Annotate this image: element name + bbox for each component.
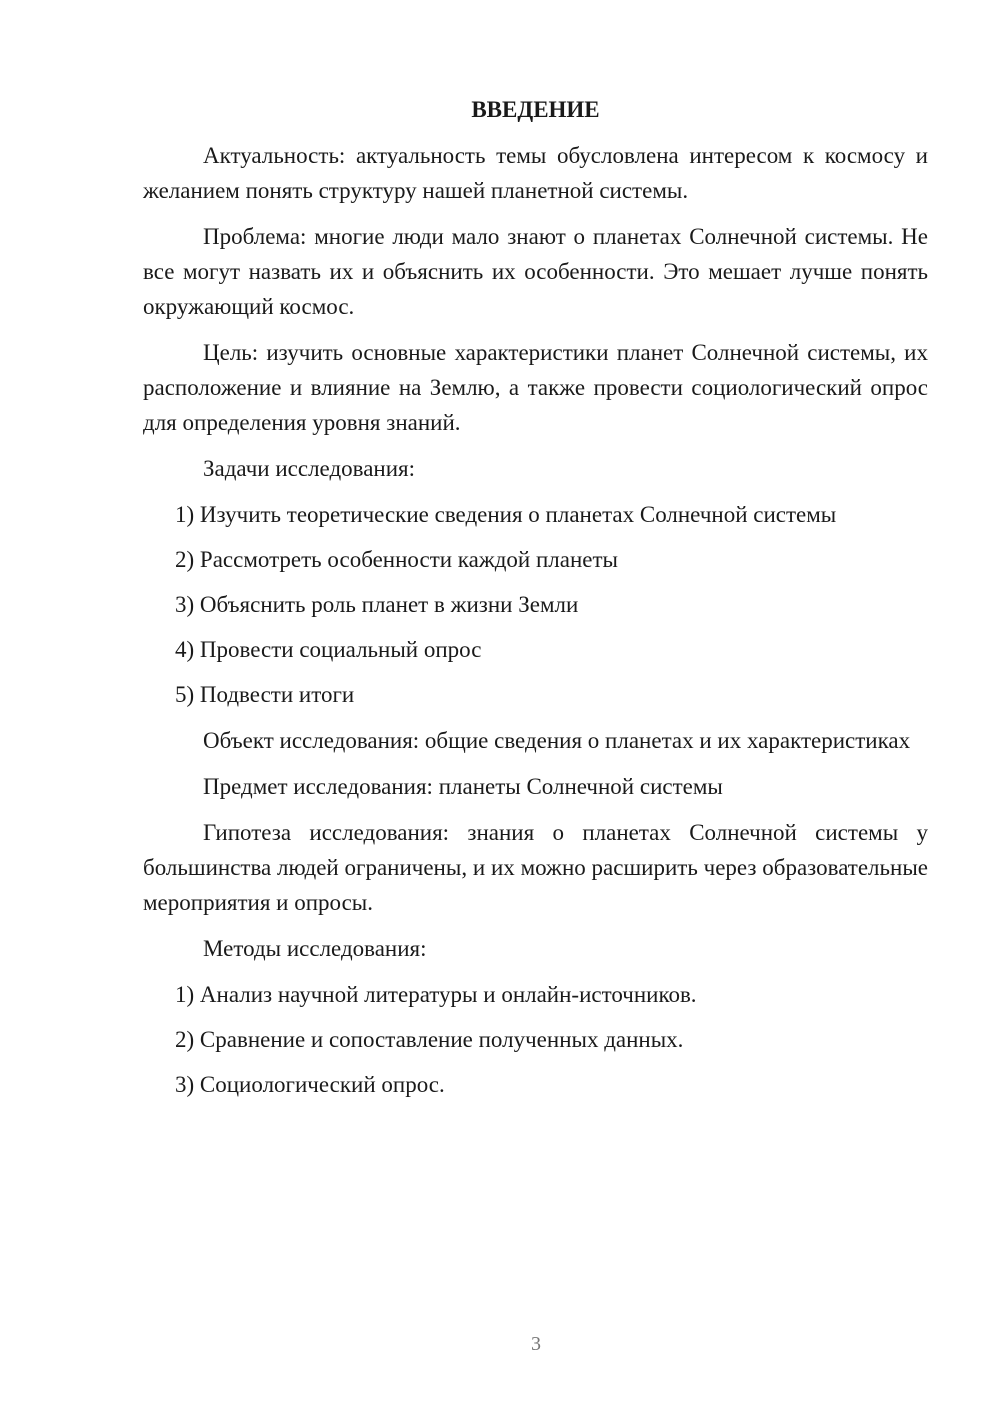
task-item-3: 3) Объяснить роль планет в жизни Земли (175, 592, 579, 617)
goal-paragraph: Цель: изучить основные характеристики планет Солнечной системы, их расположение и влияние на Землю, а также провести социологический опрос для определения уровня знаний. (143, 340, 928, 435)
tasks-heading: Задачи исследования: (203, 456, 416, 481)
page-number: 3 (531, 1333, 541, 1355)
problem-paragraph: Проблема: многие люди мало знают о планетах Солнечной системы. Не все могут назвать их и объяснить их особенности. Это мешает лучше понять окружающий космос. (143, 224, 928, 319)
object-paragraph: Объект исследования: общие сведения о планетах и их характеристиках (203, 728, 911, 753)
task-item-2: 2) Рассмотреть особенности каждой планеты (175, 547, 619, 572)
document-page (143, 92, 928, 1113)
method-item-3: 3) Социологический опрос. (175, 1072, 445, 1097)
task-item-5: 5) Подвести итоги (175, 682, 355, 707)
task-item-1: 1) Изучить теоретические сведения о планетах Солнечной системы (175, 502, 837, 527)
method-item-2: 2) Сравнение и сопоставление полученных данных. (175, 1027, 684, 1052)
methods-list (143, 977, 928, 1102)
task-item-4: 4) Провести социальный опрос (175, 637, 482, 662)
relevance-paragraph: Актуальность: актуальность темы обусловлена интересом к космосу и желанием понять структуру нашей планетной системы. (143, 143, 928, 203)
method-item-1: 1) Анализ научной литературы и онлайн-источников. (175, 982, 697, 1007)
hypothesis-paragraph: Гипотеза исследования: знания о планетах Солнечной системы у большинства людей ограничены, и их можно расширить через образовательные мероприятия и опросы. (143, 820, 928, 915)
tasks-list (143, 497, 928, 712)
subject-paragraph: Предмет исследования: планеты Солнечной системы (203, 774, 723, 799)
methods-heading: Методы исследования: (203, 936, 427, 961)
section-title: ВВЕДЕНИЕ (471, 97, 600, 122)
